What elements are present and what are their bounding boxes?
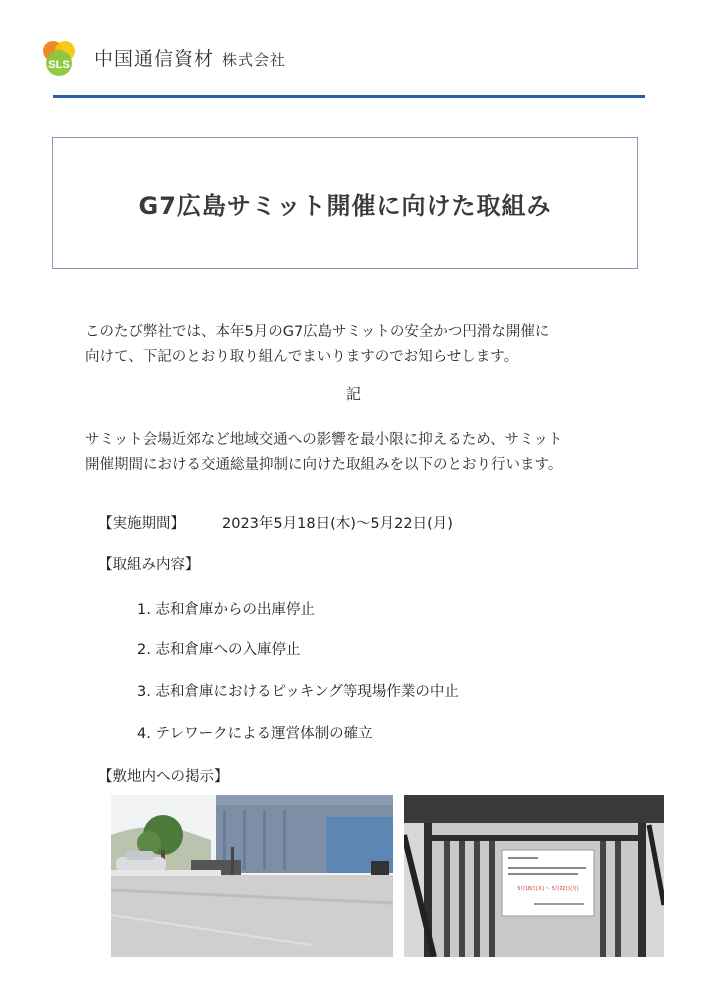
period-label: 【実施期間】 [98,516,185,532]
list-item: 2. 志和倉庫への入庫停止 [137,642,301,658]
list-item: 1. 志和倉庫からの出庫停止 [137,602,315,618]
company-name-suffix: 株式会社 [222,51,287,69]
intro-paragraph [85,320,549,370]
gate-notice-photo [404,795,664,957]
header-divider [53,95,645,98]
period-value: 2023年5月18日(木)～5月22日(月) [222,516,453,532]
list-item: 4. テレワークによる運営体制の確立 [137,726,373,742]
description-line-2: 開催期間における交通総量抑制に向けた取組みを以下のとおり行います。 [85,457,563,473]
company-logo [37,38,81,78]
description-paragraph [85,428,562,478]
company-name [94,44,286,71]
content-label: 【取組み内容】 [98,557,200,573]
warehouse-photo [111,795,393,957]
ki-heading: 記 [345,385,361,403]
notice-sign-dates: 5月18日(木) ～ 5月22日(月) [517,886,579,892]
intro-line-1: このたび弊社では、本年5月のG7広島サミットの安全かつ円滑な開催に [85,324,550,340]
intro-line-2: 向けて、下記のとおり取り組んでまいりますのでお知らせします。 [85,349,519,365]
logo-text: SLS [48,59,70,71]
list-item: 3. 志和倉庫におけるピッキング等現場作業の中止 [137,684,459,700]
notice-label: 【敷地内への掲示】 [98,769,229,785]
page-title: G7広島サミット開催に向けた取組み [138,191,552,220]
company-name-main: 中国通信資材 [94,48,215,70]
description-line-1: サミット会場近郊など地域交通への影響を最小限に抑えるため、サミット [85,432,563,448]
